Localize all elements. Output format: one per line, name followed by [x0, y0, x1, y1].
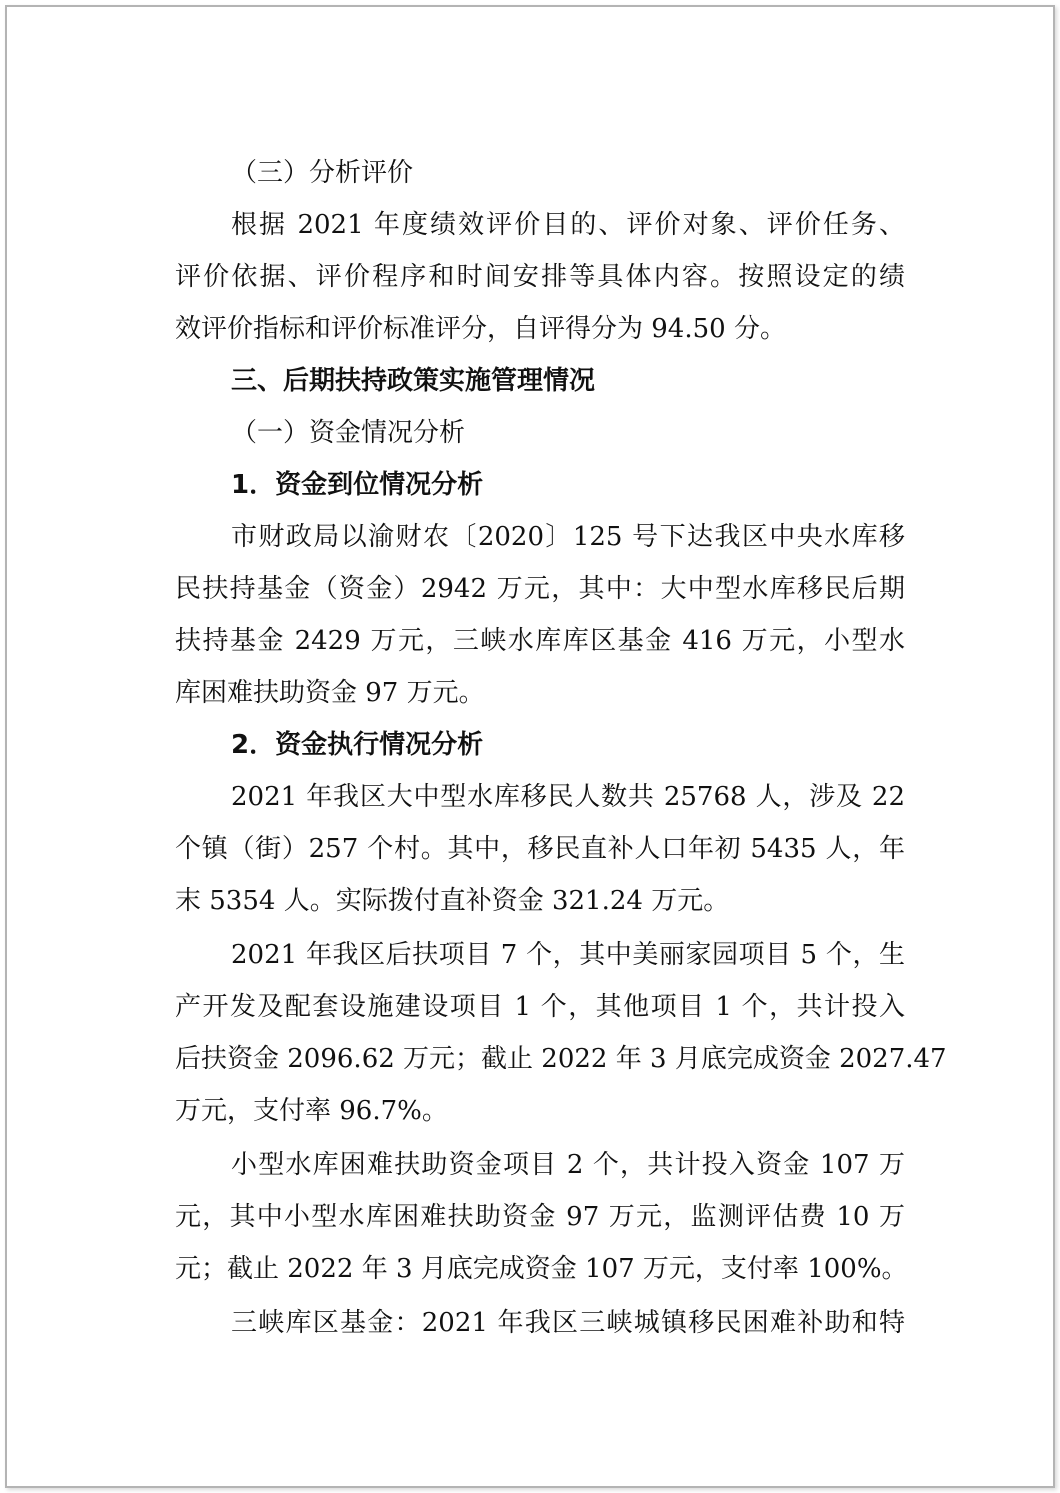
- paragraph-line: 2021 年我区后扶项目 7 个，其中美丽家园项目 5 个，生: [231, 940, 905, 970]
- paragraph-line: 小型水库困难扶助资金项目 2 个，共计投入资金 107 万: [231, 1150, 905, 1180]
- paragraph-line: 个镇（街）257 个村。其中，移民直补人口年初 5435 人，年: [175, 834, 905, 864]
- paragraph-line: 末 5354 人。实际拨付直补资金 321.24 万元。: [175, 886, 730, 916]
- paragraph-line: 扶持基金 2429 万元，三峡水库库区基金 416 万元，小型水: [175, 626, 905, 656]
- paragraph-line: 后扶资金 2096.62 万元；截止 2022 年 3 月底完成资金 2027.47: [175, 1044, 947, 1074]
- paragraph-line: 三峡库区基金：2021 年我区三峡城镇移民困难补助和特: [231, 1308, 905, 1338]
- section-heading-policy-management: 三、后期扶持政策实施管理情况: [231, 366, 596, 396]
- document-page: [5, 5, 1055, 1488]
- section-heading-fund-arrival: 1．资金到位情况分析: [231, 470, 484, 500]
- section-heading-fund-execution: 2．资金执行情况分析: [231, 730, 484, 760]
- paragraph-line: 根据 2021 年度绩效评价目的、评价对象、评价任务、: [231, 210, 905, 240]
- section-heading-fund-analysis: （一）资金情况分析: [231, 418, 466, 448]
- section-heading-analysis-evaluation: （三）分析评价: [231, 158, 414, 188]
- paragraph-line: 民扶持基金（资金）2942 万元，其中：大中型水库移民后期: [175, 574, 905, 604]
- paragraph-line: 效评价指标和评价标准评分，自评得分为 94.50 分。: [175, 314, 786, 344]
- paragraph-line: 产开发及配套设施建设项目 1 个，其他项目 1 个，共计投入: [175, 992, 905, 1022]
- paragraph-line: 市财政局以渝财农〔2020〕125 号下达我区中央水库移: [231, 522, 905, 552]
- paragraph-line: 元，其中小型水库困难扶助资金 97 万元，监测评估费 10 万: [175, 1202, 905, 1232]
- paragraph-line: 元；截止 2022 年 3 月底完成资金 107 万元，支付率 100%。: [175, 1254, 908, 1284]
- paragraph-line: 评价依据、评价程序和时间安排等具体内容。按照设定的绩: [175, 262, 905, 292]
- paragraph-line: 库困难扶助资金 97 万元。: [175, 678, 485, 708]
- paragraph-line: 万元，支付率 96.7%。: [175, 1096, 448, 1126]
- paragraph-line: 2021 年我区大中型水库移民人数共 25768 人，涉及 22: [231, 782, 905, 812]
